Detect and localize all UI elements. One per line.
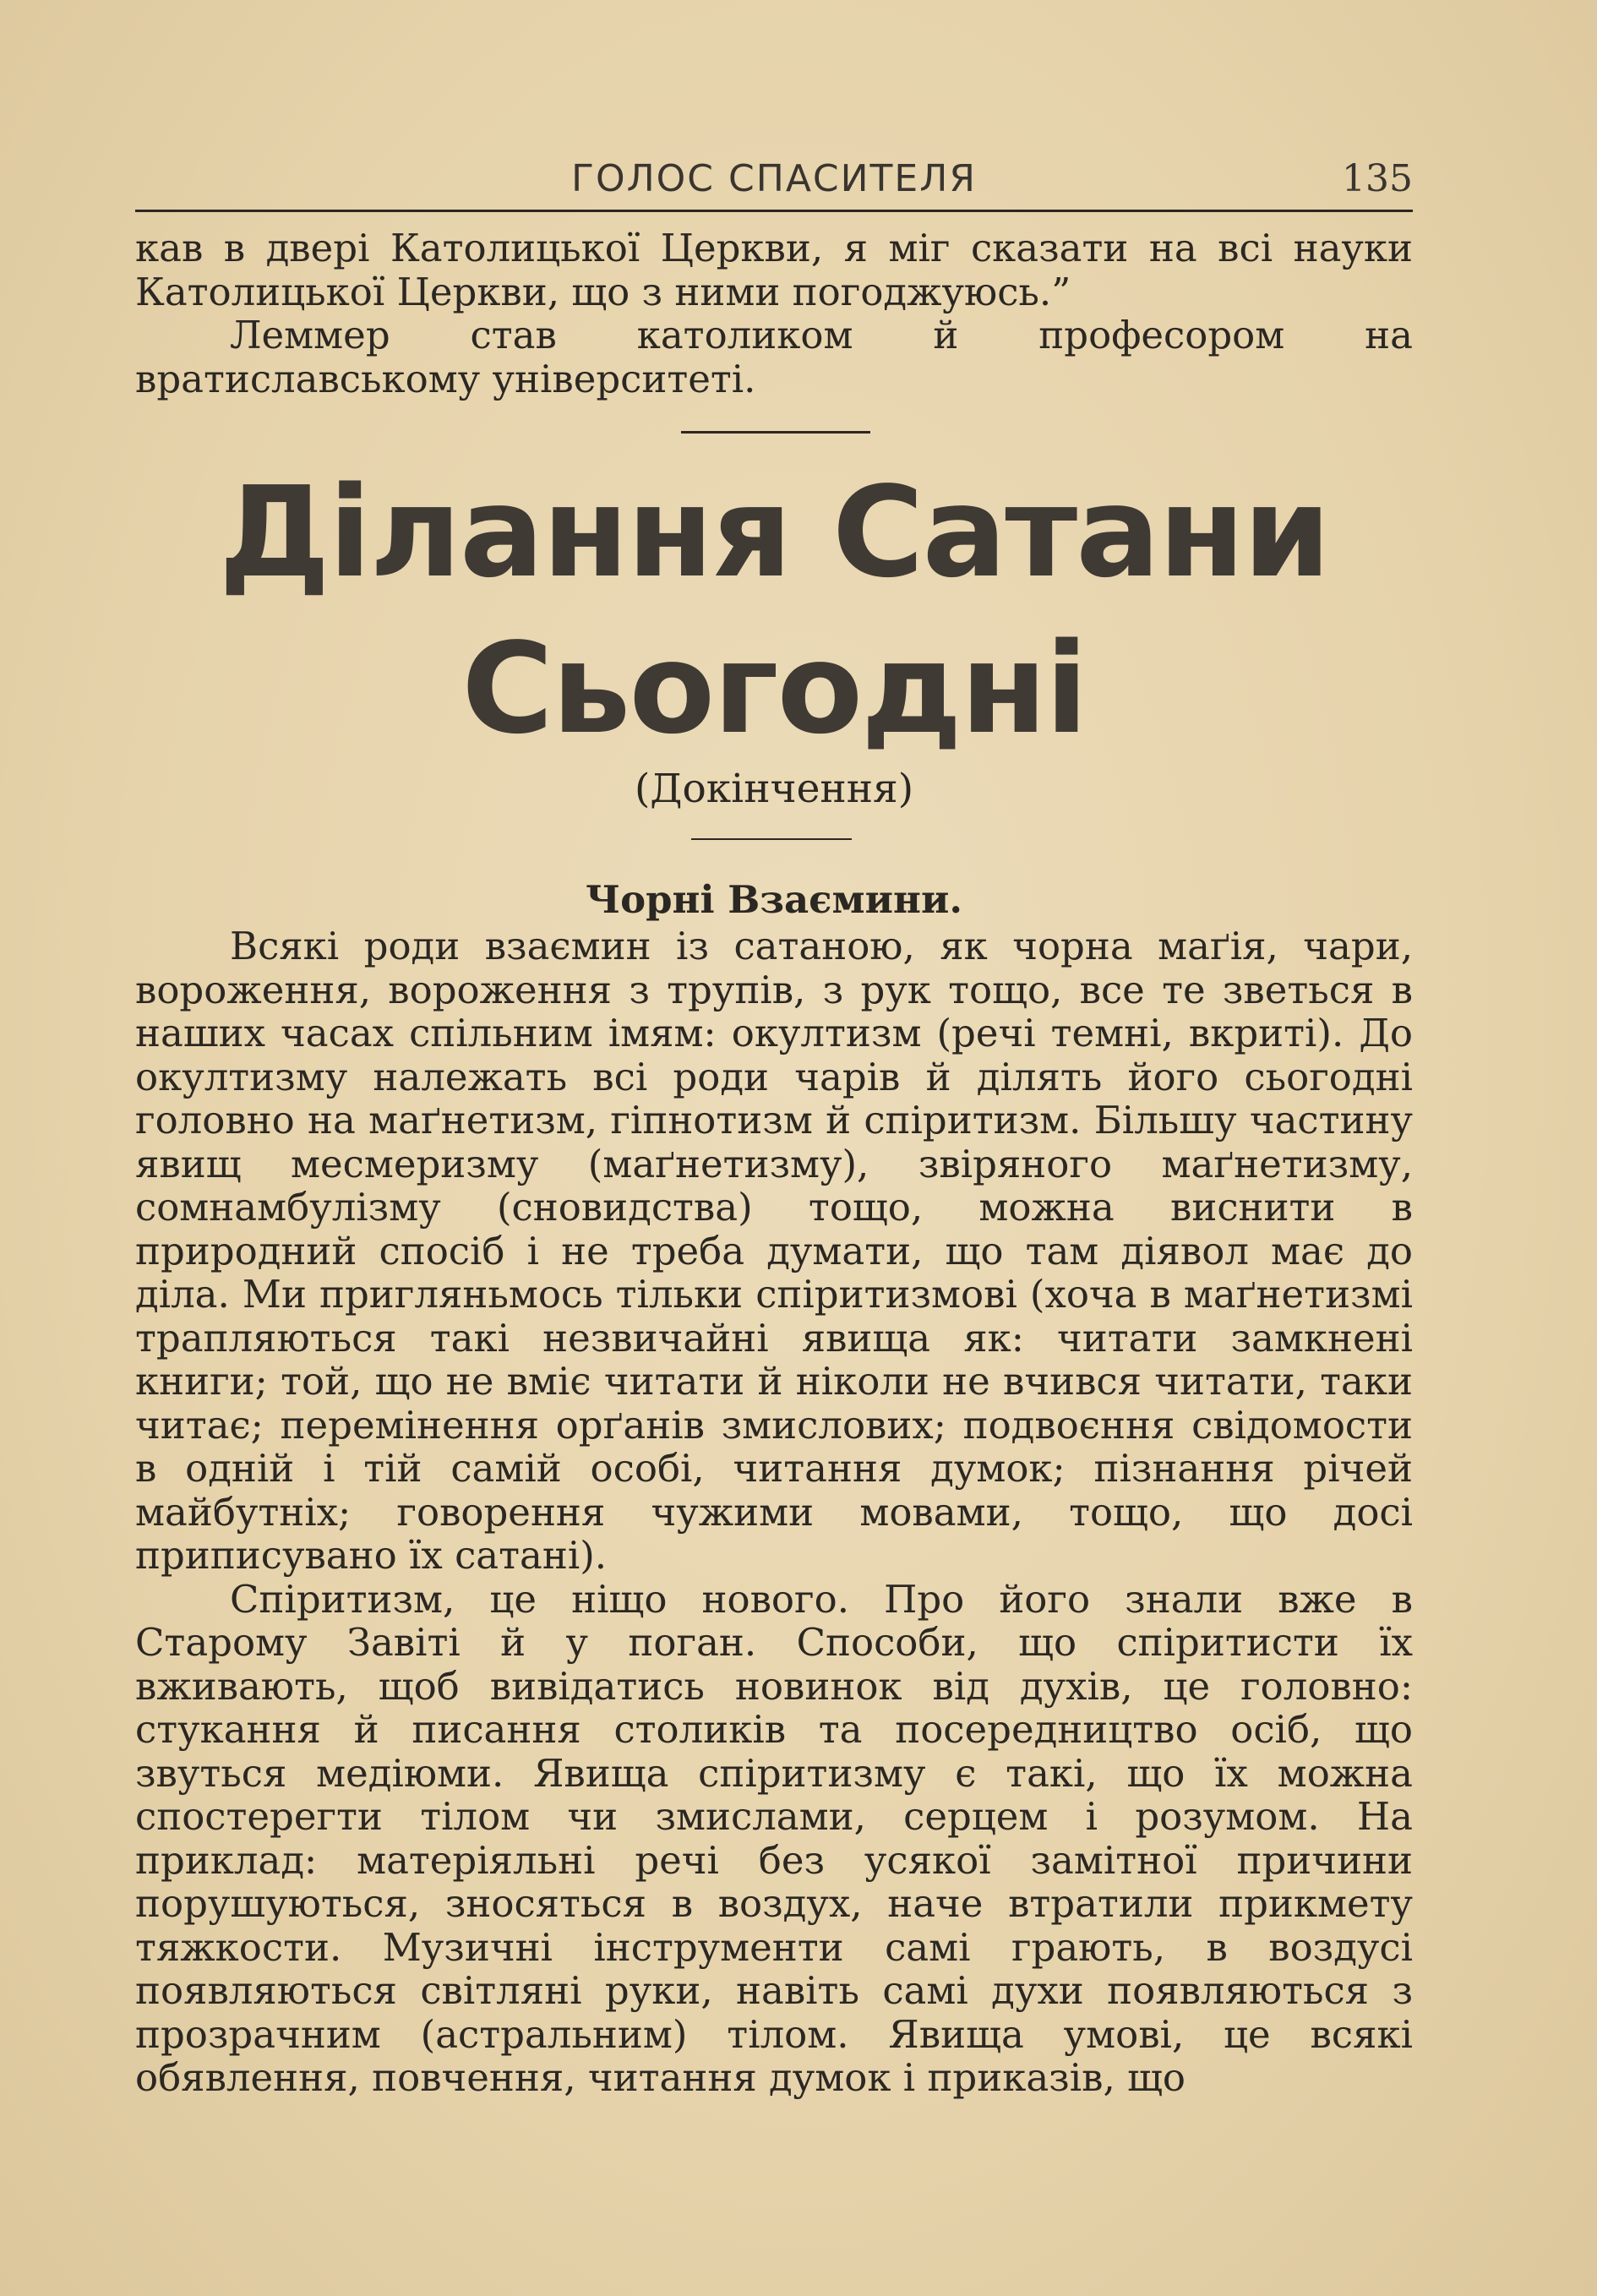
divider-rule — [681, 431, 870, 434]
article-subtitle: (Докінчення) — [634, 766, 914, 812]
body-paragraph-1: Всякі роди взаємин із сатаною, як чорна маґія, чари, вороження, вороження з трупів, з рук тощо, все те зветься в наших часах спільним імям: окултизм (речі темні, вкриті). До окултизму належать всі роди чарів й ділять його сьогодні головно на маґнетизм, гіпнотизм й спіритизм. Більшу частину явищ месмеризму (маґнетизму), звіряного маґнетизму, сомнамбулізму (сновидства) тощо, можна виснити в природний спосіб і не треба думати, що там діявол має до діла. Ми пригляньмось тільки спіритизмові (хоча в маґнетизмі трапляються такі незвичайні явища як: читати замкнені книги; той, що не вміє читати й ніколи не вчився читати, таки читає; перемінення орґанів змислових; подвоєння свідомости в одній і тій самій особі, читання думок; пізнання річей майбутніх; говорення чужими мовами, тощо, що досі приписувано їх сатані). — [135, 924, 1413, 1578]
divider-rule — [691, 838, 852, 840]
page-number: 135 — [1342, 157, 1413, 200]
body-paragraph-2: Спіритизм, це ніщо нового. Про його знали вже в Старому Завіті й у поган. Способи, що спіритисти їх вживають, щоб вивідатись новинок від духів, це головно: стукання й писання столиків та посередництво осіб, що звуться медіюми. Явища спіритизму є такі, що їх можна спостерегти тілом чи змислами, серцем і розумом. На приклад: матеріяльні речі без усякої замітної причини порушуються, зносяться в воздух, наче втратили прикмету тяжкости. Музичні інструменти самі грають, в воздусі появляються світляні руки, навіть самі духи появляються з прозрачним (астральним) тілом. Явища умові, це всякі обявлення, повчення, читання думок і приказів, що — [135, 1576, 1413, 2100]
intro-paragraph-1: кав в двері Католицької Церкви, я міг сказати на всі науки Католицької Церкви, що з ними погоджуюсь.” — [135, 226, 1413, 314]
article-title-line-1: Ділання Сатани — [219, 460, 1329, 605]
article-body — [135, 924, 1413, 2100]
page-header — [135, 150, 1413, 212]
intro-paragraph-2: Леммер став католиком й професором на вратиславському університеті. — [135, 313, 1413, 401]
section-heading: Чорні Взаємини. — [585, 877, 963, 922]
running-title: ГОЛОС СПАСИТЕЛЯ — [571, 157, 977, 200]
article-title-line-2: Сьогодні — [461, 616, 1087, 761]
intro-text — [135, 226, 1413, 401]
